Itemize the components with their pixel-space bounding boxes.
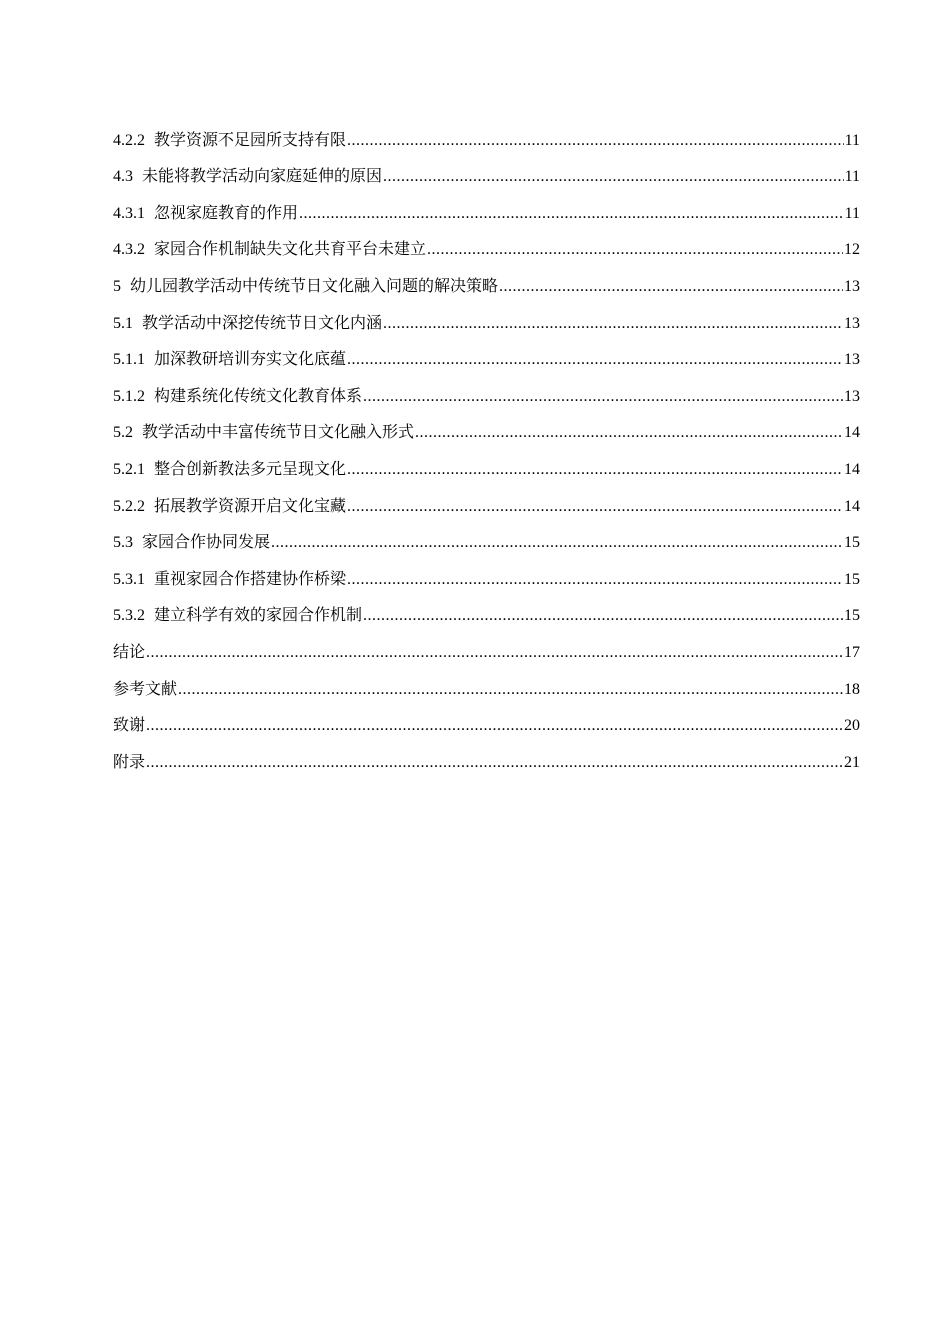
toc-entry-page-number: 13 xyxy=(844,314,860,332)
toc-entry-number: 4.2.2 xyxy=(113,131,145,149)
toc-entry-number: 5.3 xyxy=(113,534,133,552)
toc-dot-leader xyxy=(347,130,844,152)
toc-entry-label xyxy=(113,679,177,701)
toc-entry-title: 教学活动中丰富传统节日文化融入形式 xyxy=(142,424,415,442)
toc-dot-leader xyxy=(146,715,843,737)
toc-entry-page-number: 15 xyxy=(844,607,860,625)
toc-entry-number: 4.3 xyxy=(113,168,133,186)
toc-entry-label xyxy=(113,569,346,591)
toc-entry[interactable] xyxy=(113,444,860,481)
toc-entry-title: 构建系统化传统文化教育体系 xyxy=(154,387,363,405)
toc-entry-page-number: 21 xyxy=(844,753,860,771)
toc-entry-title: 加深教研培训夯实文化底蕴 xyxy=(154,351,347,369)
toc-entry-title: 家园合作协同发展 xyxy=(142,534,271,552)
toc-dot-leader xyxy=(427,239,843,261)
toc-entry-label xyxy=(113,496,346,518)
toc-entry[interactable] xyxy=(113,518,860,555)
toc-entry-number: 5 xyxy=(113,277,121,295)
toc-entry-page-number: 14 xyxy=(844,497,860,515)
toc-entry-label xyxy=(113,313,382,335)
toc-entry-title: 教学活动中深挖传统节日文化内涵 xyxy=(142,314,383,332)
toc-dot-leader xyxy=(499,276,843,298)
toc-dot-leader xyxy=(271,532,843,554)
toc-entry[interactable] xyxy=(113,664,860,701)
toc-dot-leader xyxy=(347,349,843,371)
toc-entry-label xyxy=(113,532,270,554)
toc-entry[interactable] xyxy=(113,152,860,189)
toc-dot-leader xyxy=(347,459,843,481)
toc-entry-label xyxy=(113,605,362,627)
toc-dot-leader xyxy=(146,642,843,664)
toc-entry[interactable] xyxy=(113,261,860,298)
toc-entry[interactable] xyxy=(113,554,860,591)
toc-entry[interactable] xyxy=(113,188,860,225)
toc-entry-title: 未能将教学活动向家庭延伸的原因 xyxy=(142,168,383,186)
toc-dot-leader xyxy=(363,386,843,408)
toc-dot-leader xyxy=(299,203,844,225)
toc-entry-page-number: 13 xyxy=(844,351,860,369)
toc-entry-title: 建立科学有效的家园合作机制 xyxy=(154,607,363,625)
toc-entry-page-number: 17 xyxy=(844,643,860,661)
toc-entry-page-number: 14 xyxy=(844,424,860,442)
toc-entry-title: 幼儿园教学活动中传统节日文化融入问题的解决策略 xyxy=(130,277,499,295)
toc-entry-label xyxy=(113,715,145,737)
toc-entry-number: 5.3.1 xyxy=(113,570,145,588)
toc-entry[interactable] xyxy=(113,225,860,262)
toc-entry-page-number: 18 xyxy=(844,680,860,698)
toc-dot-leader xyxy=(146,752,843,774)
toc-dot-leader xyxy=(383,313,843,335)
toc-entry-title: 拓展教学资源开启文化宝藏 xyxy=(154,497,347,515)
toc-entry-label xyxy=(113,386,362,408)
toc-dot-leader xyxy=(383,166,844,188)
toc-entry-page-number: 14 xyxy=(844,460,860,478)
toc-entry-number: 5.1.1 xyxy=(113,351,145,369)
toc-entry-title: 忽视家庭教育的作用 xyxy=(154,204,299,222)
toc-entry-page-number: 11 xyxy=(844,168,860,186)
toc-entry[interactable] xyxy=(113,298,860,335)
toc-entry-page-number: 13 xyxy=(844,387,860,405)
toc-entry-title: 结论 xyxy=(113,643,146,661)
toc-entry-title: 参考文献 xyxy=(113,680,178,698)
toc-dot-leader xyxy=(347,496,843,518)
toc-dot-leader xyxy=(347,569,843,591)
toc-entry-page-number: 11 xyxy=(844,204,860,222)
toc-entry-number: 4.3.1 xyxy=(113,204,145,222)
toc-entry-page-number: 20 xyxy=(844,717,860,735)
toc-entry-title: 整合创新教法多元呈现文化 xyxy=(154,460,347,478)
toc-entry-label xyxy=(113,459,346,481)
toc-entry-number: 5.3.2 xyxy=(113,607,145,625)
toc-entry-number: 5.2.2 xyxy=(113,497,145,515)
toc-entry-label xyxy=(113,276,498,298)
toc-entry-title: 附录 xyxy=(113,753,146,771)
toc-entry-title: 重视家园合作搭建协作桥梁 xyxy=(154,570,347,588)
toc-entry[interactable] xyxy=(113,335,860,372)
table-of-contents xyxy=(113,115,860,774)
toc-entry-page-number: 12 xyxy=(844,241,860,259)
toc-entry[interactable] xyxy=(113,371,860,408)
toc-entry[interactable] xyxy=(113,701,860,738)
toc-dot-leader xyxy=(178,679,843,701)
toc-entry-number: 5.2 xyxy=(113,424,133,442)
toc-entry-number: 4.3.2 xyxy=(113,241,145,259)
toc-entry[interactable] xyxy=(113,591,860,628)
toc-entry-page-number: 13 xyxy=(844,277,860,295)
toc-entry[interactable] xyxy=(113,481,860,518)
toc-dot-leader xyxy=(415,422,843,444)
toc-entry-label xyxy=(113,166,382,188)
toc-entry-number: 5.2.1 xyxy=(113,460,145,478)
toc-entry[interactable] xyxy=(113,115,860,152)
toc-entry-label xyxy=(113,422,414,444)
toc-entry-label xyxy=(113,239,426,261)
toc-entry[interactable] xyxy=(113,737,860,774)
toc-entry-label xyxy=(113,349,346,371)
toc-entry-page-number: 15 xyxy=(844,570,860,588)
toc-entry-title: 致谢 xyxy=(113,717,146,735)
toc-entry-number: 5.1 xyxy=(113,314,133,332)
toc-entry[interactable] xyxy=(113,627,860,664)
toc-entry-number: 5.1.2 xyxy=(113,387,145,405)
toc-entry-page-number: 15 xyxy=(844,534,860,552)
toc-dot-leader xyxy=(363,605,843,627)
toc-entry-label xyxy=(113,752,145,774)
toc-entry-label xyxy=(113,203,298,225)
toc-entry[interactable] xyxy=(113,408,860,445)
toc-entry-page-number: 11 xyxy=(844,131,860,149)
toc-entry-title: 家园合作机制缺失文化共育平台未建立 xyxy=(154,241,427,259)
toc-entry-label xyxy=(113,130,346,152)
toc-entry-title: 教学资源不足园所支持有限 xyxy=(154,131,347,149)
toc-entry-label xyxy=(113,642,145,664)
